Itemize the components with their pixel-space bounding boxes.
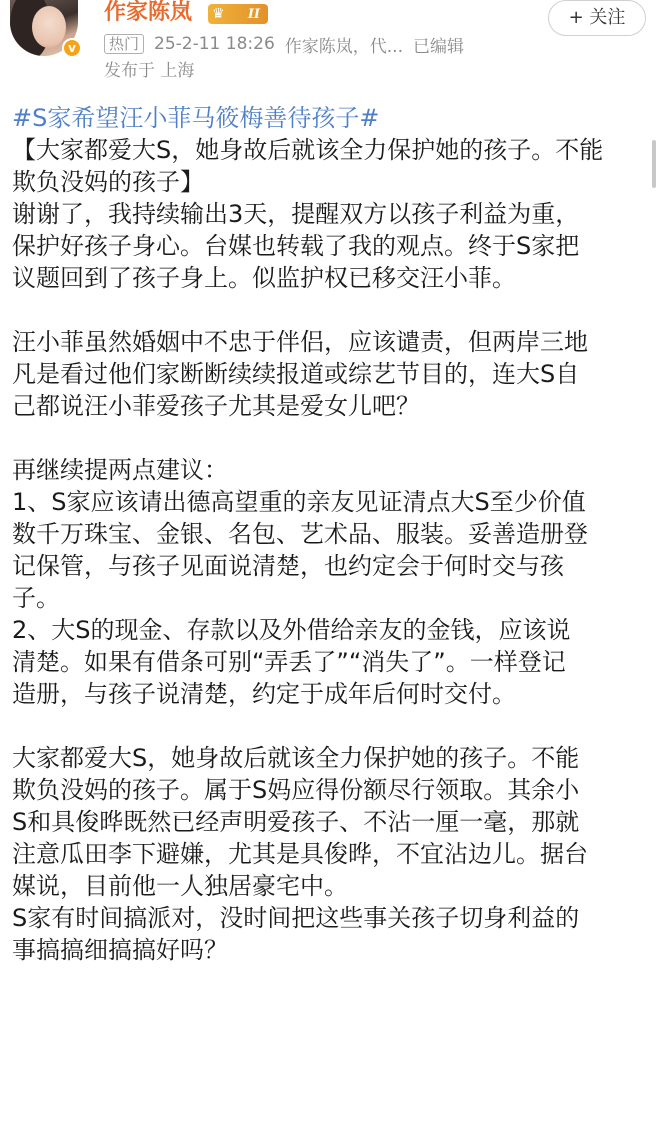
post-line: 己都说汪小菲爱孩子尤其是爱女儿吧？ (12, 392, 420, 420)
post-line: 谢谢了，我持续输出3天，提醒双方以孩子利益为重， (12, 200, 580, 228)
post-line: 记保管，与孩子见面说清楚，也约定会于何时交与孩 (12, 552, 564, 580)
post-line: 大家都爱大S，她身故后就该全力保护她的孩子。不能 (12, 744, 580, 772)
post-line: 2、大S的现金、存款以及外借给亲友的金钱，应该说 (12, 616, 571, 644)
avatar-face (32, 6, 66, 48)
paragraph-gap (12, 422, 652, 454)
post-line: 注意瓜田李下避嫌，尤其是具俊晔，不宜沾边儿。据台 (12, 840, 588, 868)
verified-v-icon: v (62, 38, 82, 58)
post-line: 清楚。如果有借条可别“弄丢了”“消失了”。一样登记 (12, 648, 566, 676)
post-line: 事搞搞细搞搞好吗？ (12, 936, 228, 964)
post-line: 再继续提两点建议： (12, 456, 228, 484)
hot-tag: 热门 (104, 34, 144, 54)
post-line: 汪小菲虽然婚姻中不忠于伴侣，应该谴责，但两岸三地 (12, 328, 588, 356)
crown-icon: ♛ (212, 6, 225, 22)
source-text[interactable]: 作家陈岚，代... (284, 36, 403, 57)
post-line: 欺负没妈的孩子。属于S妈应得份额尽行领取。其余小 (12, 776, 580, 804)
post-line: 欺负没妈的孩子】 (12, 168, 204, 196)
post-line: 媒说，目前他一人独居豪宅中。 (12, 872, 348, 900)
edited-label[interactable]: 已编辑 (412, 36, 464, 57)
post-line: 造册，与孩子说清楚，约定于成年后何时交付。 (12, 680, 516, 708)
post-line: 议题回到了孩子身上。似监护权已移交汪小菲。 (12, 264, 516, 292)
post-line: 数千万珠宝、金银、名包、艺术品、服装。妥善造册登 (12, 520, 588, 548)
location-text: 发布于 上海 (104, 61, 195, 81)
level-number: II (247, 6, 260, 22)
post-line: 【大家都爱大S，她身故后就该全力保护她的孩子。不能 (12, 136, 604, 164)
paragraph-gap (12, 294, 652, 326)
paragraph-gap (12, 710, 652, 742)
post-line: 子。 (12, 584, 60, 612)
post-content (12, 102, 652, 966)
level-badge[interactable] (208, 4, 268, 24)
scrollbar[interactable] (652, 140, 656, 188)
author-name[interactable]: 作家陈岚 (104, 0, 193, 25)
timestamp: 25-2-11 18:26 (154, 34, 275, 54)
post-header (0, 0, 660, 92)
post-line: 1、S家应该请出德高望重的亲友见证清点大S至少价值 (12, 488, 586, 516)
post-body (12, 134, 652, 966)
post-line: 保护好孩子身心。台媒也转载了我的观点。终于S家把 (12, 232, 580, 260)
post-line: S家有时间搞派对，没时间把这些事关孩子切身利益的 (12, 904, 580, 932)
post-meta (104, 33, 464, 55)
post-line: S和具俊晔既然已经声明爱孩子、不沾一厘一毫，那就 (12, 808, 580, 836)
follow-button[interactable]: + 关注 (548, 0, 646, 36)
topic-hashtag[interactable]: #S家希望汪小菲马筱梅善待孩子# (12, 104, 380, 132)
post-line: 凡是看过他们家断断续续报道或综艺节目的，连大S自 (12, 360, 580, 388)
